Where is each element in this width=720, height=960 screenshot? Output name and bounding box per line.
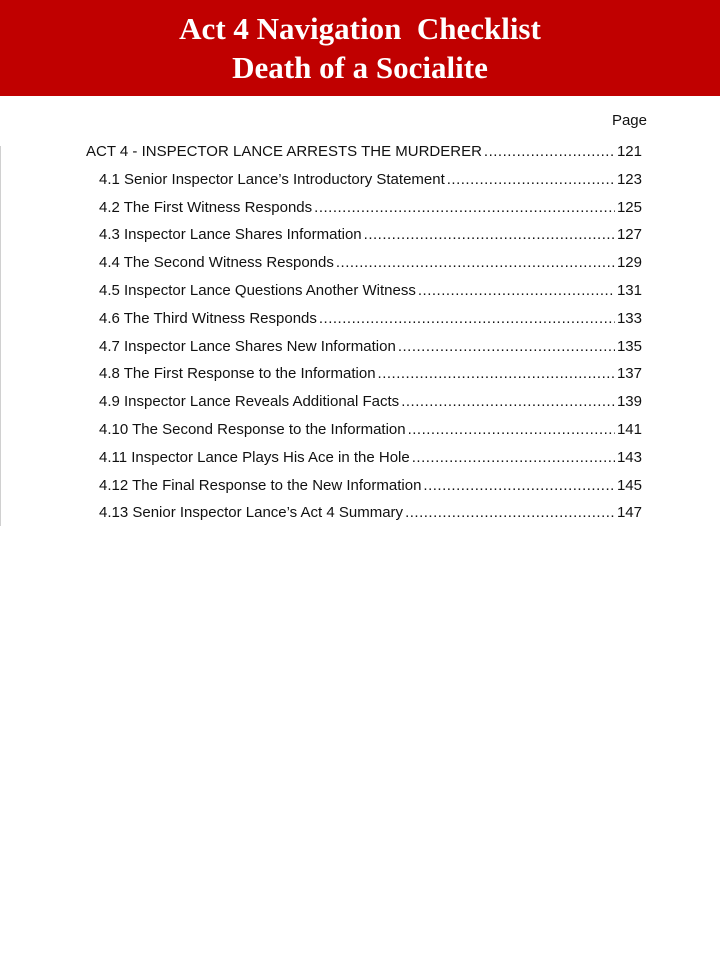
- toc-entry-4-9[interactable]: [86, 392, 642, 420]
- dot-leader: [484, 142, 615, 162]
- toc-entry-title: 4.4 The Second Witness Responds: [99, 254, 334, 272]
- dot-leader: [408, 420, 615, 440]
- title-line-2: Death of a Socialite: [232, 50, 488, 85]
- toc-entry-title: 4.2 The First Witness Responds: [99, 198, 313, 216]
- toc-entry-title: 4.9 Inspector Lance Reveals Additional Facts: [99, 393, 400, 411]
- toc-entry-page: 141: [616, 420, 642, 438]
- toc-entry-page: 123: [616, 170, 642, 188]
- toc-entry-page: 129: [616, 254, 642, 272]
- toc-entry-4-10[interactable]: [86, 420, 642, 448]
- toc-entry-4-6[interactable]: [86, 309, 642, 337]
- toc-entry-page: 135: [616, 337, 642, 355]
- toc-entry-4-11[interactable]: [86, 448, 642, 476]
- dot-leader: [423, 476, 615, 496]
- toc-entry-4-5[interactable]: [86, 281, 642, 309]
- table-of-contents: [86, 142, 642, 531]
- left-margin-rule: [0, 146, 1, 526]
- toc-entry-page: 147: [616, 504, 642, 522]
- toc-entry-title: 4.10 The Second Response to the Information: [99, 420, 406, 438]
- toc-entry-title: 4.8 The First Response to the Information: [99, 365, 376, 383]
- toc-entry-4-7[interactable]: [86, 337, 642, 365]
- toc-entry-4-1[interactable]: [86, 170, 642, 198]
- toc-entry-title: 4.12 The Final Response to the New Information: [99, 476, 422, 494]
- toc-entry-act-4[interactable]: [86, 142, 642, 170]
- dot-leader: [447, 170, 615, 190]
- dot-leader: [412, 448, 615, 468]
- dot-leader: [401, 392, 615, 412]
- dot-leader: [378, 364, 615, 384]
- toc-entry-title: 4.1 Senior Inspector Lance’s Introductory Statement: [99, 170, 445, 188]
- toc-entry-title: 4.11 Inspector Lance Plays His Ace in the Hole: [99, 448, 410, 466]
- toc-entry-title: 4.3 Inspector Lance Shares Information: [99, 226, 362, 244]
- toc-entry-title: 4.13 Senior Inspector Lance’s Act 4 Summary: [99, 504, 404, 522]
- toc-entry-page: 137: [616, 365, 642, 383]
- toc-entry-4-8[interactable]: [86, 364, 642, 392]
- toc-entry-4-4[interactable]: [86, 253, 642, 281]
- toc-entry-page: 127: [616, 226, 642, 244]
- toc-entry-4-13[interactable]: [86, 503, 642, 531]
- dot-leader: [364, 225, 615, 245]
- toc-entry-title: ACT 4 - INSPECTOR LANCE ARRESTS THE MURDERER: [86, 143, 482, 160]
- dot-leader: [418, 281, 615, 301]
- dot-leader: [405, 503, 615, 523]
- dot-leader: [336, 253, 615, 273]
- title-banner: [0, 0, 720, 96]
- page-column-label: Page: [611, 112, 647, 129]
- toc-entry-page: 133: [616, 309, 642, 327]
- toc-entry-4-3[interactable]: [86, 225, 642, 253]
- title-line-1: Act 4 Navigation Checklist: [179, 11, 541, 46]
- toc-entry-4-12[interactable]: [86, 476, 642, 504]
- toc-entry-page: 121: [616, 143, 642, 160]
- toc-entry-page: 139: [616, 393, 642, 411]
- toc-entry-title: 4.7 Inspector Lance Shares New Information: [99, 337, 396, 355]
- dot-leader: [319, 309, 615, 329]
- toc-entry-page: 145: [616, 476, 642, 494]
- toc-entry-page: 125: [616, 198, 642, 216]
- toc-entry-page: 143: [616, 448, 642, 466]
- dot-leader: [314, 198, 615, 218]
- toc-entry-4-2[interactable]: [86, 198, 642, 226]
- toc-entry-title: 4.5 Inspector Lance Questions Another Witness: [99, 281, 416, 299]
- toc-entry-page: 131: [616, 281, 642, 299]
- toc-entry-title: 4.6 The Third Witness Responds: [99, 309, 317, 327]
- dot-leader: [398, 337, 615, 357]
